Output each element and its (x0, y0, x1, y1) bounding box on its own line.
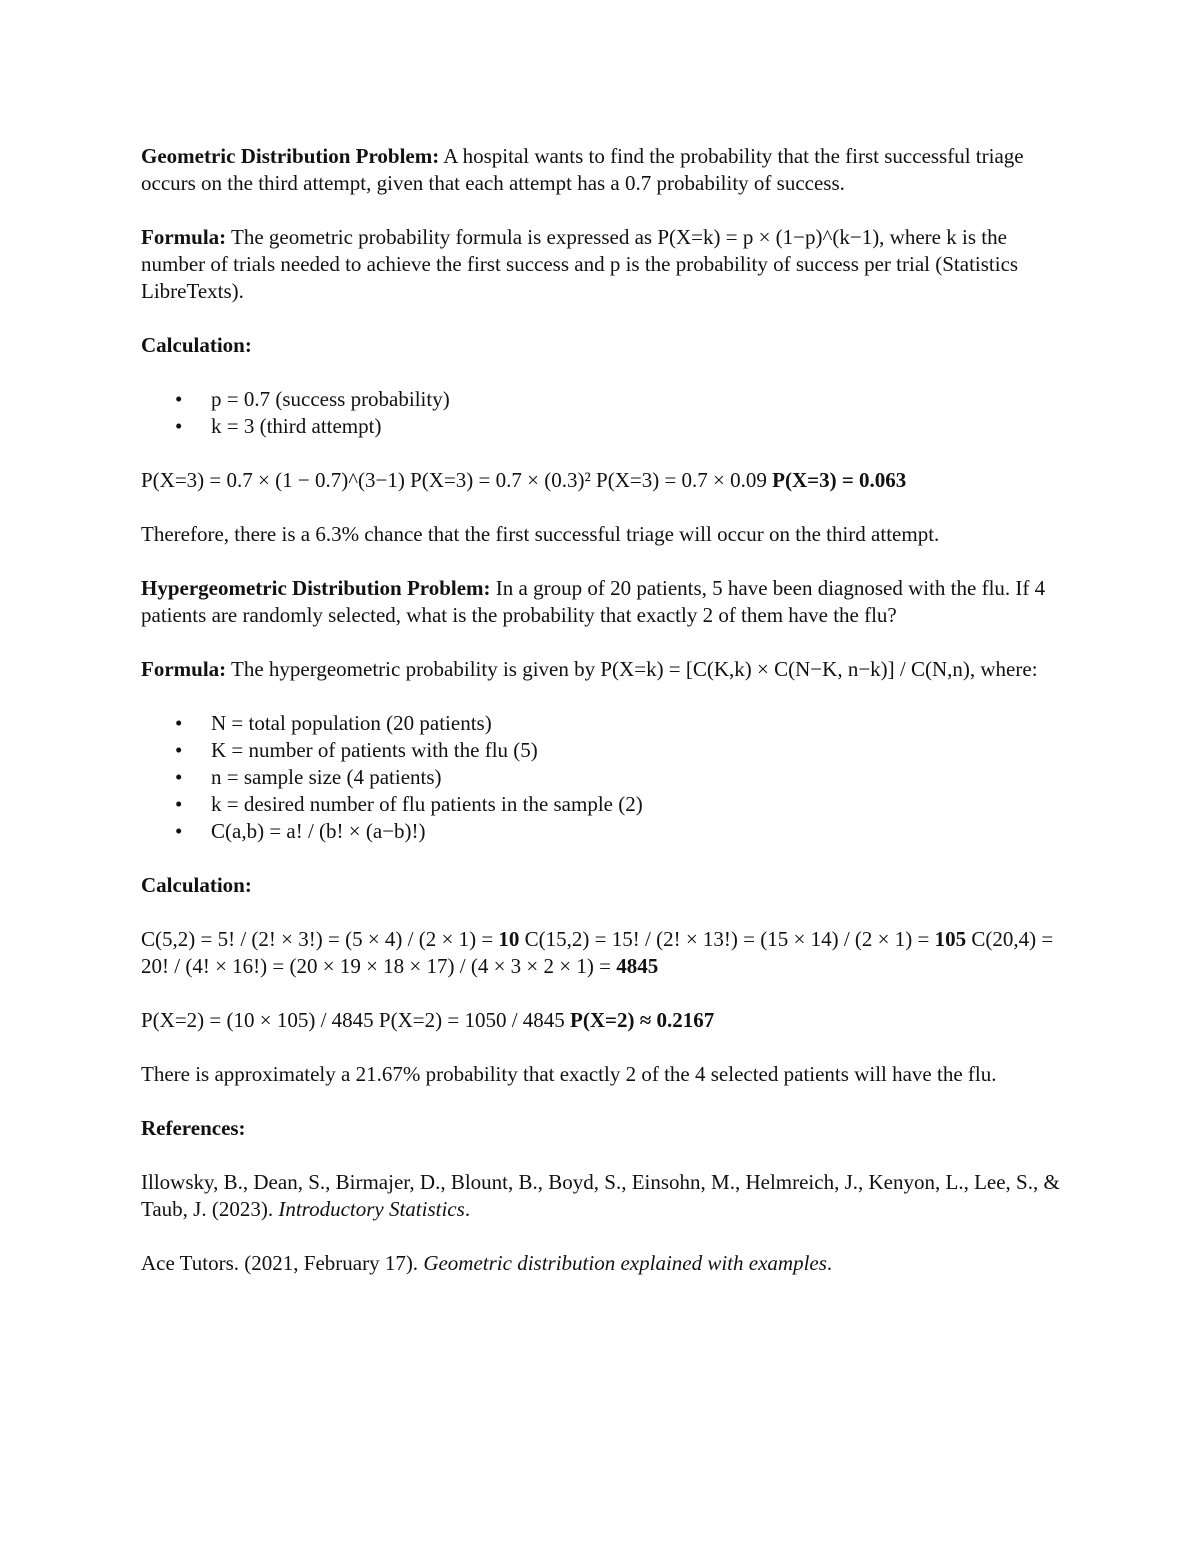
list-item: • N = total population (20 patients) (211, 710, 1066, 737)
combination-3-result: 4845 (616, 954, 659, 978)
reference-2-end: . (826, 1251, 833, 1275)
geometric-calculation-steps (141, 467, 1066, 494)
geometric-formula-label: Formula: (141, 225, 227, 249)
geometric-problem-paragraph (141, 143, 1066, 197)
document-page (141, 143, 1066, 1304)
hypergeometric-combinations (141, 926, 1066, 980)
list-item: • C(a,b) = a! / (b! × (a−b)!) (211, 818, 1066, 845)
reference-1 (141, 1169, 1066, 1223)
hypergeometric-parameter-list (141, 710, 1066, 845)
hypergeometric-conclusion: There is approximately a 21.67% probability that exactly 2 of the 4 selected patients will have the flu. (141, 1062, 997, 1086)
hypergeometric-probability (141, 1007, 1066, 1034)
hypergeometric-problem-label: Hypergeometric Distribution Problem: (141, 576, 491, 600)
hypergeometric-problem-text: In a group of 20 patients, 5 have been diagnosed with the flu. If 4 patients are randomly selected, what is the probability that exactly 2 of them have the flu? (141, 576, 1046, 627)
geometric-problem-label: Geometric Distribution Problem: (141, 144, 440, 168)
combination-1-result: 10 (498, 927, 520, 951)
list-item: • n = sample size (4 patients) (211, 764, 1066, 791)
list-item: • k = desired number of flu patients in the sample (2) (211, 791, 1066, 818)
hypergeometric-formula-paragraph (141, 656, 1066, 683)
reference-1-end: . (464, 1197, 471, 1221)
hypergeometric-calculation-heading: Calculation: (141, 873, 252, 897)
combination-2-result: 105 (934, 927, 967, 951)
combination-1-text: C(5,2) = 5! / (2! × 3!) = (5 × 4) / (2 × 1) = (141, 927, 499, 951)
hypergeometric-formula-text: The hypergeometric probability is given by P(X=k) = [C(K,k) × C(N−K, n−k)] / C(N,n), where: (226, 657, 1038, 681)
references-heading: References: (141, 1116, 246, 1140)
list-item: • p = 0.7 (success probability) (211, 386, 1066, 413)
hypergeometric-result: P(X=2) ≈ 0.2167 (570, 1008, 715, 1032)
list-item: • K = number of patients with the flu (5) (211, 737, 1066, 764)
list-item: • k = 3 (third attempt) (211, 413, 1066, 440)
reference-2-authors: Ace Tutors. (2021, February 17). (141, 1251, 424, 1275)
geometric-result: P(X=3) = 0.063 (772, 468, 907, 492)
geometric-conclusion: Therefore, there is a 6.3% chance that the first successful triage will occur on the third attempt. (141, 522, 940, 546)
reference-1-title: Introductory Statistics (278, 1197, 465, 1221)
reference-1-authors: Illowsky, B., Dean, S., Birmajer, D., Blount, B., Boyd, S., Einsohn, M., Helmreich, J., Kenyon, L., Lee, S., & Taub, J. (2023). (141, 1170, 1060, 1221)
hypergeometric-probability-text: P(X=2) = (10 × 105) / 4845 P(X=2) = 1050 / 4845 (141, 1008, 571, 1032)
geometric-steps-text: P(X=3) = 0.7 × (1 − 0.7)^(3−1) P(X=3) = 0.7 × (0.3)² P(X=3) = 0.7 × 0.09 (141, 468, 773, 492)
reference-2 (141, 1250, 1066, 1277)
geometric-formula-paragraph (141, 224, 1066, 305)
geometric-problem-text: A hospital wants to find the probability that the first successful triage occurs on the third attempt, given that each attempt has a 0.7 probability of success. (141, 144, 1024, 195)
combination-3-text: C(20,4) = 20! / (4! × 16!) = (20 × 19 × 18 × 17) / (4 × 3 × 2 × 1) = (141, 927, 1054, 978)
hypergeometric-formula-label: Formula: (141, 657, 227, 681)
geometric-parameter-list (141, 386, 1066, 440)
combination-2-text: C(15,2) = 15! / (2! × 13!) = (15 × 14) / (2 × 1) = (519, 927, 935, 951)
reference-2-title: Geometric distribution explained with examples (423, 1251, 827, 1275)
geometric-formula-text: The geometric probability formula is expressed as P(X=k) = p × (1−p)^(k−1), where k is the number of trials needed to achieve the first success and p is the probability of success per trial (Statistics LibreTexts). (141, 225, 1019, 303)
hypergeometric-problem-paragraph (141, 575, 1066, 629)
geometric-calculation-heading: Calculation: (141, 333, 252, 357)
